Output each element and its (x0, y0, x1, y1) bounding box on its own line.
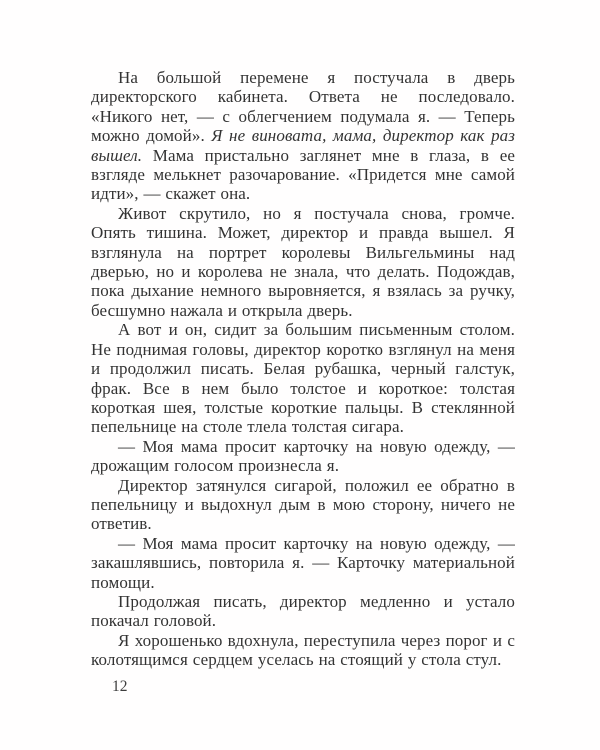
inner-monologue-italic: Я не виновата, мама, директор как раз вышел. (91, 126, 516, 165)
paragraph-1 (91, 68, 515, 204)
page-number: 12 (112, 678, 128, 695)
paragraph-5: Директор затянулся сигарой, положил ее обратно в пепельницу и выдохнул дым в мою сторону, ничего не ответив. (91, 475, 515, 534)
paragraph-1-post: Мама пристально заглянет мне в глаза, в ее взгляде мелькнет разочарование. «Придется мне самой идти», — скажет она. (91, 145, 515, 204)
paragraph-8: Я хорошенько вдохнула, переступила через порог и с колотящимся сердцем уселась на стоящий у стола стул. (91, 630, 515, 670)
paragraph-2: Живот скрутило, но я постучала снова, громче. Опять тишина. Может, директор и правда вышел. Я взглянула на портрет королевы Вильгельмины над дверью, но и королева не знала, что делать. Подождав, пока дыхание немного выровняется, я взялась за ручку, бесшумно нажала и открыла дверь. (91, 203, 515, 320)
paragraph-7: Продолжая писать, директор медленно и устало покачал головой. (91, 591, 515, 631)
paragraph-6-dialogue: — Моя мама просит карточку на новую одежду, — закашлявшись, повторила я. — Карточку материальной помощи. (91, 533, 515, 592)
paragraph-1-pre: На большой перемене я постучала в дверь директорского кабинета. Ответа не последовало. «Никого нет, — с облегчением подумала я. — Теперь можно домой». (91, 68, 515, 146)
body-text (91, 68, 515, 670)
paragraph-4-dialogue: — Моя мама просит карточку на новую одежду, — дрожащим голосом произнесла я. (91, 436, 515, 476)
paragraph-3: А вот и он, сидит за большим письменным столом. Не поднимая головы, директор коротко взглянул на меня и продолжил писать. Белая рубашка, черный галстук, фрак. Все в нем было толстое и короткое: толстая короткая шея, толстые короткие пальцы. В стеклянной пепельнице на столе тлела толстая сигара. (91, 320, 515, 437)
